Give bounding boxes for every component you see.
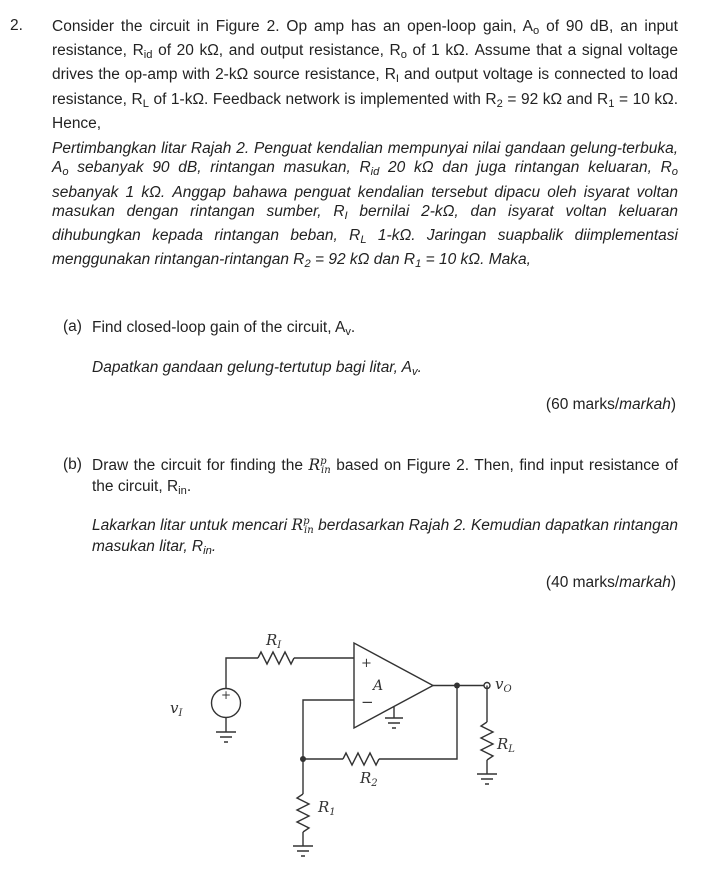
part-b-text-english: Draw the circuit for finding the $R^pin$ based on Figure 2. Then, find input resistance of the circuit, $R_{in}$. xyxy=(92,455,678,498)
resistor-rl xyxy=(481,722,515,760)
source-plus-sign: + xyxy=(221,688,232,702)
question-text-english: Consider the circuit in Figure 2. Op amp has an open-loop gain, $A_o$ of 90 dB, an input resistance, $R_{id}$ of 20 kΩ, and output resistance, $R_o$ of 1 kΩ. Assume that a signal voltage drives the op-amp with 2-kΩ source resistance, $R_I$ and output voltage is connected to load resistance, $R_L$ of 1-kΩ. Feedback network is implemented with $R_2 = 92$ kΩ and $R_1 = 10$ kΩ. Hence, xyxy=(52,18,679,132)
part-b-label: (b) xyxy=(63,456,82,473)
r-i-label: $R_I$ xyxy=(266,631,282,651)
source-voltage xyxy=(170,688,241,719)
r-2-label: $R_2$ xyxy=(360,769,378,789)
wire-r2-to-output xyxy=(379,686,457,760)
r1-ground-symbol xyxy=(293,846,313,856)
r-1-label: $R_1$ xyxy=(318,798,336,818)
resistor-r2 xyxy=(343,753,379,789)
resistor-ri xyxy=(258,631,294,664)
wire-source-to-ri xyxy=(226,658,258,688)
part-a-label: (a) xyxy=(63,318,82,335)
v-i-label: $v_I$ xyxy=(170,699,183,719)
r-in-p-symbol: $R^pin$ xyxy=(291,515,314,536)
part-b-marks: (40 marks/markah) xyxy=(545,574,676,591)
resistor-r1 xyxy=(297,794,336,832)
op-amp-gain-label: A xyxy=(373,678,384,694)
wire-minus-to-node xyxy=(303,700,354,759)
rl-ground-symbol xyxy=(477,774,497,784)
part-a-text-english: Find closed-loop gain of the circuit, $A_v$. xyxy=(92,319,356,338)
op-amp-plus-input: + xyxy=(361,656,372,671)
part-a-marks: (60 marks/markah) xyxy=(545,396,676,413)
question-text-malay: Pertimbangkan litar Rajah 2. Penguat kendalian mempunyai nilai gandaan gelung-terbuka, $A_o$ sebanyak 90 dB, rintangan masukan, $R_{id}$ 20 kΩ dan juga rintangan keluaran, $R_o$ sebanyak 1 kΩ. Anggap bahawa penguat kendalian tersebut dipacu oleh isyarat voltan masukan dengan rintangan sumber, $R_I$ bernilai 2-kΩ, dan isyarat voltan keluaran dihubungkan kepada rintangan beban, $R_L$ 1-kΩ. Jaringan suapbalik diimplementasi menggunakan rintangan-rintangan $R_2 = 92$ kΩ dan $R_1 = 10$ kΩ. Maka, xyxy=(52,140,678,271)
r-l-label: $R_L$ xyxy=(497,735,515,755)
ground-symbol xyxy=(216,732,236,742)
v-o-label: $v_O$ xyxy=(495,675,512,695)
part-a-text-malay: Dapatkan gandaan gelung-tertutup bagi litar, $A_v$. xyxy=(92,359,422,378)
part-b-text-malay: Lakarkan litar untuk mencari $R^pin$ berdasarkan Rajah 2. Kemudian dapatkan rintangan masukan litar, $R_{in}$. xyxy=(92,515,678,558)
op-amp-minus-input: − xyxy=(361,693,374,711)
question-number: 2. xyxy=(10,17,23,34)
amp-ground-symbol xyxy=(385,718,403,728)
r-in-p-symbol: $R^pin$ xyxy=(308,455,331,476)
